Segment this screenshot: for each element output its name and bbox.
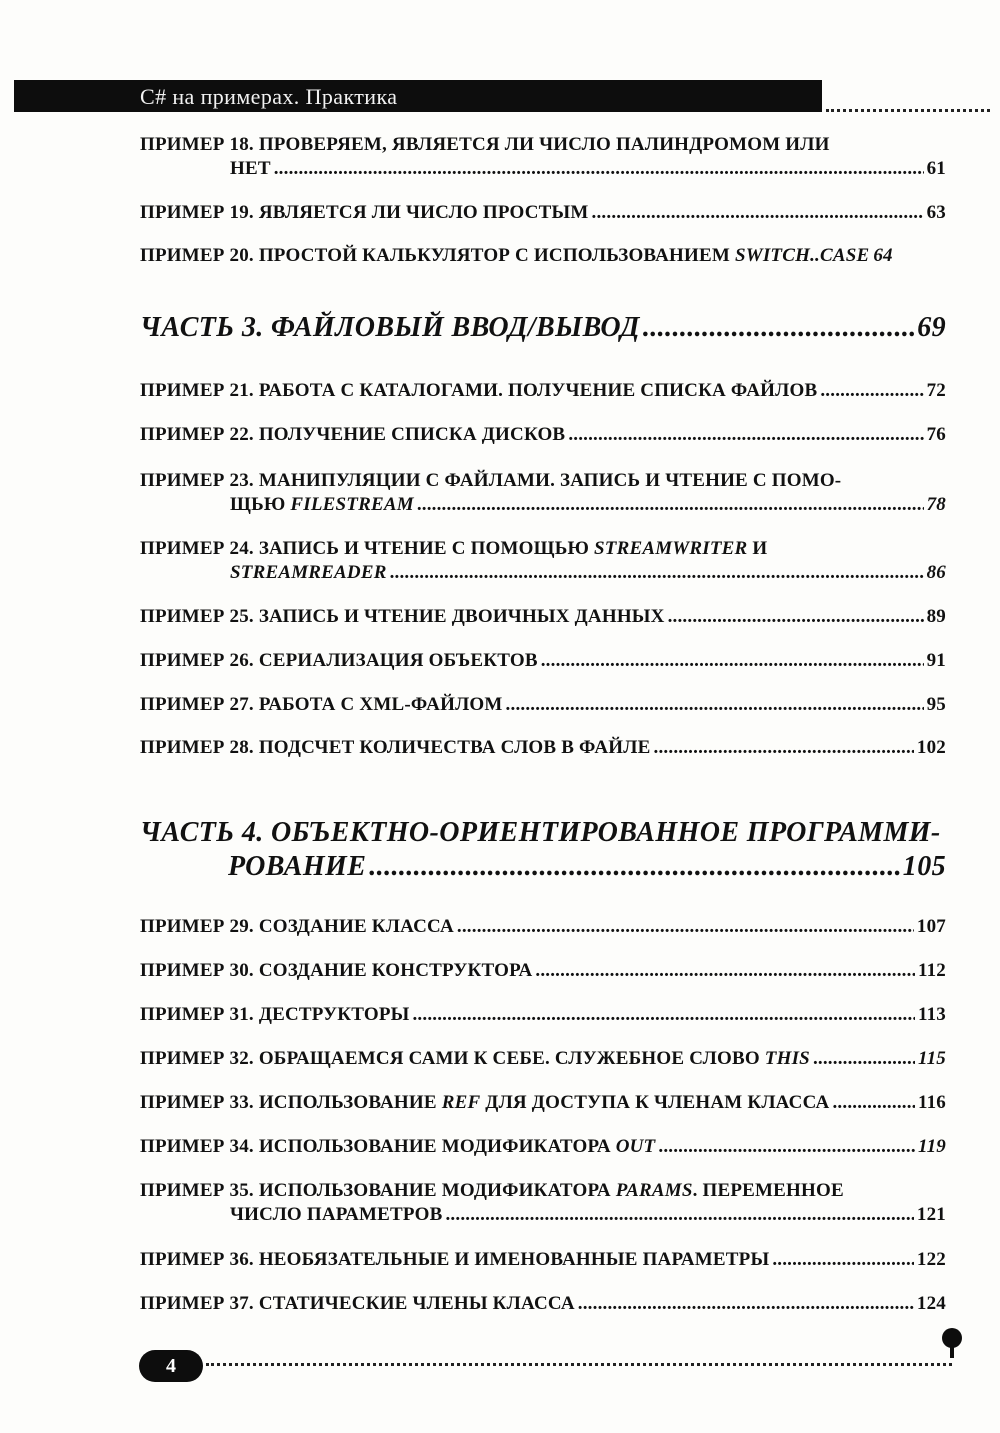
toc-page-number: 107 xyxy=(916,916,946,937)
toc-leader-dots xyxy=(668,606,924,628)
running-header-title: C# на примерах. Практика xyxy=(140,84,398,109)
toc-page-number: 121 xyxy=(916,1204,946,1225)
toc-page-number: 113 xyxy=(917,1004,946,1025)
toc-leader-dots xyxy=(274,158,924,180)
toc-entry-title-cont: ЩЬЮ xyxy=(230,494,291,515)
toc-page-number: 78 xyxy=(926,494,946,515)
toc-entry-code-term: REF xyxy=(441,1092,481,1113)
toc-page-number: 105 xyxy=(902,851,946,882)
toc-page-number: 69 xyxy=(917,312,946,343)
toc-entry-example-20[interactable] xyxy=(140,245,946,267)
toc-entry-title: ПРИМЕР 22. ПОЛУЧЕНИЕ СПИСКА ДИСКОВ xyxy=(140,424,566,445)
toc-page-number: 115 xyxy=(917,1048,946,1069)
toc-page-number: 63 xyxy=(926,202,946,223)
toc-entry-code-term: OUT xyxy=(615,1136,656,1157)
toc-leader-dots xyxy=(541,650,924,672)
footer-dotted-rule xyxy=(206,1363,952,1366)
toc-leader-dots xyxy=(832,1092,914,1114)
toc-part-title: ЧАСТЬ 4. ОБЪЕКТНО-ОРИЕНТИРОВАННОЕ ПРОГРАММИ- xyxy=(140,817,941,848)
toc-entry-example-34[interactable] xyxy=(140,1136,946,1158)
toc-entry-title: ПРИМЕР 31. ДЕСТРУКТОРЫ xyxy=(140,1004,410,1025)
toc-entry-title: ПРИМЕР 23. МАНИПУЛЯЦИИ С ФАЙЛАМИ. ЗАПИСЬ И ЧТЕНИЕ С ПОМО- xyxy=(140,470,842,491)
toc-entry-title: ПРИМЕР 18. ПРОВЕРЯЕМ, ЯВЛЯЕТСЯ ЛИ ЧИСЛО ПАЛИНДРОМОМ ИЛИ xyxy=(140,134,830,155)
toc-page-number: 72 xyxy=(926,380,946,401)
toc-entry-title: ПРИМЕР 32. ОБРАЩАЕМСЯ САМИ К СЕБЕ. СЛУЖЕБНОЕ СЛОВО xyxy=(140,1048,765,1069)
toc-entry-title: ПРИМЕР 20. ПРОСТОЙ КАЛЬКУЛЯТОР С ИСПОЛЬЗОВАНИЕМ xyxy=(140,245,735,266)
toc-entry-example-24[interactable] xyxy=(140,538,946,584)
toc-entry-title: ПРИМЕР 30. СОЗДАНИЕ КОНСТРУКТОРА xyxy=(140,960,533,981)
toc-entry-title: ПРИМЕР 19. ЯВЛЯЕТСЯ ЛИ ЧИСЛО ПРОСТЫМ xyxy=(140,202,589,223)
toc-page-number: 86 xyxy=(926,562,946,583)
toc-entry-example-29[interactable] xyxy=(140,916,946,938)
toc-entry-title-cont: НЕТ xyxy=(230,158,271,179)
toc-entry-title-tail: ДЛЯ ДОСТУПА К ЧЛЕНАМ КЛАССА xyxy=(480,1092,830,1113)
toc-leader-dots xyxy=(658,1136,915,1158)
toc-page-number: 116 xyxy=(917,1092,946,1113)
toc-page-number: 61 xyxy=(926,158,946,179)
toc-page-number: 112 xyxy=(917,960,946,981)
toc-entry-title: ПРИМЕР 25. ЗАПИСЬ И ЧТЕНИЕ ДВОИЧНЫХ ДАННЫХ xyxy=(140,606,665,627)
toc-page-number: 119 xyxy=(917,1136,946,1157)
toc-entry-example-28[interactable] xyxy=(140,737,946,759)
toc-entry-example-33[interactable] xyxy=(140,1092,946,1114)
toc-entry-title-cont: ЧИСЛО ПАРАМЕТРОВ xyxy=(230,1204,443,1225)
toc-entry-title-tail: . ПЕРЕМЕННОЕ xyxy=(692,1180,844,1201)
toc-leader-dots xyxy=(568,424,923,446)
toc-leader-dots xyxy=(813,1048,915,1070)
toc-entry-example-18[interactable] xyxy=(140,134,946,180)
running-header xyxy=(14,80,822,112)
toc-entry-code-term: STREAMWRITER xyxy=(594,538,748,559)
page-number-badge xyxy=(139,1350,203,1382)
toc-entry-example-37[interactable] xyxy=(140,1293,946,1315)
toc-leader-dots xyxy=(592,202,924,224)
toc-entry-example-23[interactable] xyxy=(140,470,946,516)
toc-leader-dots xyxy=(417,494,924,516)
toc-part-4[interactable] xyxy=(140,817,946,883)
toc-entry-example-30[interactable] xyxy=(140,960,946,982)
toc-leader-dots xyxy=(457,916,914,938)
toc-page-number: 91 xyxy=(926,650,946,671)
toc-entry-code-term: THIS xyxy=(764,1048,810,1069)
page-number: 4 xyxy=(166,1355,176,1377)
toc-page-number: 124 xyxy=(916,1293,946,1314)
toc-page-number: 95 xyxy=(926,694,946,715)
toc-entry-example-25[interactable] xyxy=(140,606,946,628)
toc-entry-example-22[interactable] xyxy=(140,424,946,446)
toc-entry-code-term: FILESTREAM xyxy=(290,494,414,515)
toc-page-number: 102 xyxy=(916,737,946,758)
toc-entry-example-36[interactable] xyxy=(140,1249,946,1271)
toc-entry-title: ПРИМЕР 28. ПОДСЧЕТ КОЛИЧЕСТВА СЛОВ В ФАЙЛЕ xyxy=(140,737,651,758)
toc-part-3[interactable] xyxy=(140,312,946,344)
toc-leader-dots xyxy=(535,960,915,982)
toc-part-title: ЧАСТЬ 3. ФАЙЛОВЫЙ ВВОД/ВЫВОД xyxy=(140,312,640,343)
toc-entry-example-26[interactable] xyxy=(140,650,946,672)
toc-leader-dots xyxy=(445,1204,913,1226)
toc-leader-dots xyxy=(772,1249,914,1271)
toc-entry-example-35[interactable] xyxy=(140,1180,946,1226)
toc-leader-dots xyxy=(412,1004,914,1026)
toc-part-title-cont: РОВАНИЕ xyxy=(228,851,367,882)
toc-entry-code-term: STREAMREADER xyxy=(230,562,387,583)
toc-entry-title: ПРИМЕР 24. ЗАПИСЬ И ЧТЕНИЕ С ПОМОЩЬЮ xyxy=(140,538,595,559)
toc-entry-title: ПРИМЕР 26. СЕРИАЛИЗАЦИЯ ОБЪЕКТОВ xyxy=(140,650,538,671)
toc-entry-example-32[interactable] xyxy=(140,1048,946,1070)
toc-leader-dots xyxy=(390,562,924,584)
toc-entry-example-27[interactable] xyxy=(140,694,946,716)
toc-leader-dots xyxy=(654,737,914,759)
toc-page-number: 89 xyxy=(926,606,946,627)
toc-leader-dots xyxy=(820,380,923,402)
toc-entry-title: ПРИМЕР 37. СТАТИЧЕСКИЕ ЧЛЕНЫ КЛАССА xyxy=(140,1293,575,1314)
toc-page-number: 122 xyxy=(916,1249,946,1270)
toc-entry-title: ПРИМЕР 35. ИСПОЛЬЗОВАНИЕ МОДИФИКАТОРА xyxy=(140,1180,616,1201)
toc-leader-dots xyxy=(506,694,924,716)
toc-entry-title: ПРИМЕР 34. ИСПОЛЬЗОВАНИЕ МОДИФИКАТОРА xyxy=(140,1136,616,1157)
toc-entry-title: ПРИМЕР 29. СОЗДАНИЕ КЛАССА xyxy=(140,916,454,937)
toc-leader-dots xyxy=(369,851,900,883)
toc-entry-code-term: PARAMS xyxy=(615,1180,693,1201)
toc-entry-example-31[interactable] xyxy=(140,1004,946,1026)
header-dotted-rule xyxy=(826,109,990,112)
toc-entry-code-term: SWITCH..CASE xyxy=(734,245,870,266)
toc-entry-title: ПРИМЕР 33. ИСПОЛЬЗОВАНИЕ xyxy=(140,1092,442,1113)
toc-entry-title-tail: И xyxy=(747,538,768,559)
pin-icon xyxy=(942,1328,962,1348)
toc-page-number: 64 xyxy=(873,245,893,266)
toc-entry-title: ПРИМЕР 21. РАБОТА С КАТАЛОГАМИ. ПОЛУЧЕНИЕ СПИСКА ФАЙЛОВ xyxy=(140,380,818,401)
toc-entry-example-19[interactable] xyxy=(140,202,946,224)
toc-entry-title: ПРИМЕР 27. РАБОТА С XML-ФАЙЛОМ xyxy=(140,694,503,715)
toc-leader-dots xyxy=(578,1293,914,1315)
toc-entry-title: ПРИМЕР 36. НЕОБЯЗАТЕЛЬНЫЕ И ИМЕНОВАННЫЕ ПАРАМЕТРЫ xyxy=(140,1249,770,1270)
toc-leader-dots xyxy=(643,312,914,344)
toc-page-number: 76 xyxy=(926,424,946,445)
toc-entry-example-21[interactable] xyxy=(140,380,946,402)
